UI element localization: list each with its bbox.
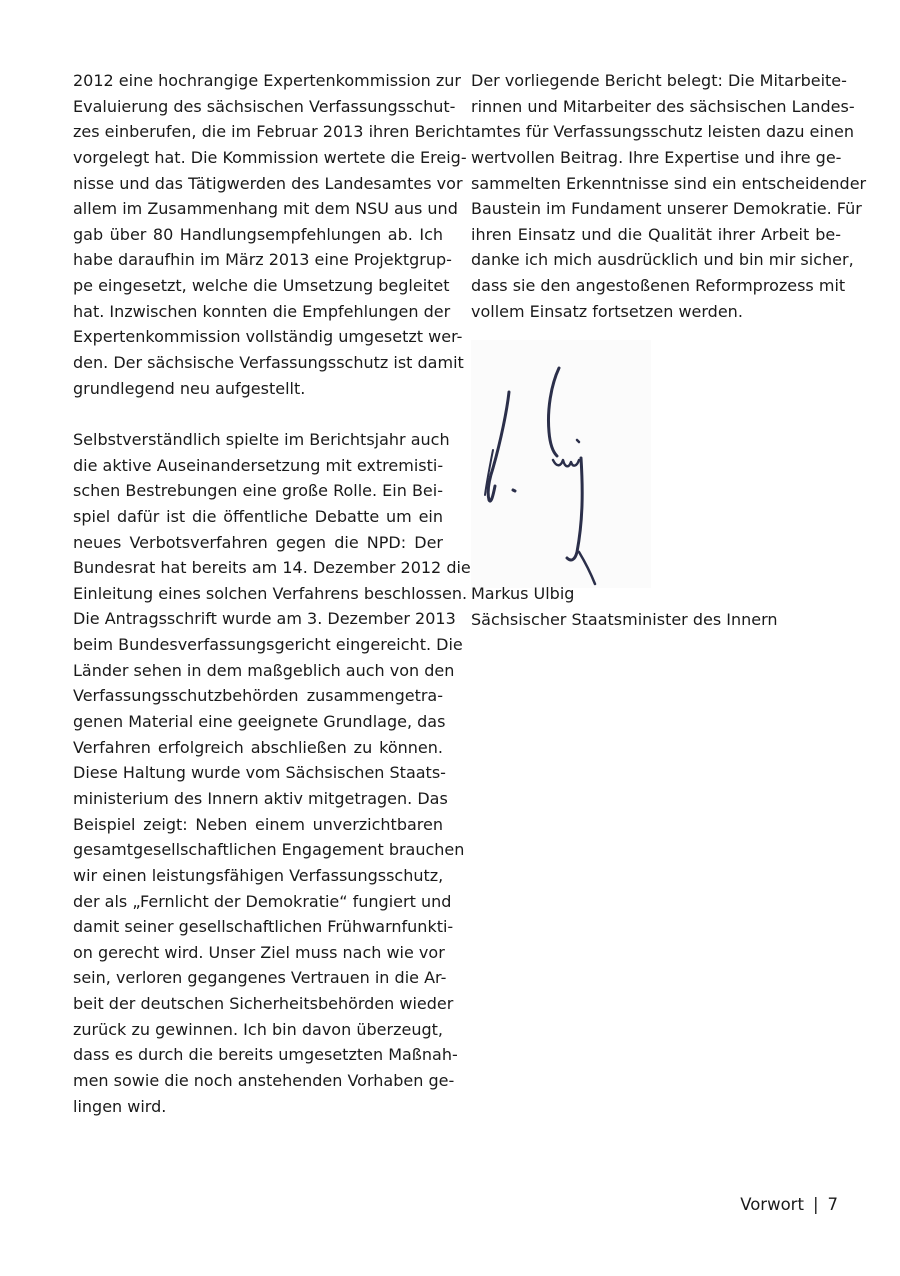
text-line: Einleitung eines solchen Verfahrens beschlossen. [73,583,468,603]
right-column [471,68,867,324]
text-line: zurück zu gewinnen. Ich bin davon überzeugt, [73,1019,443,1039]
signatory-block [471,581,778,633]
text-line: ihren Einsatz und die Qualität ihrer Arbeit be- [471,224,841,244]
text-line: Selbstverständlich spielte im Berichtsjahr auch [73,429,450,449]
text-line: die aktive Auseinandersetzung mit extremisti- [73,455,444,475]
text-line: vorgelegt hat. Die Kommission wertete die Ereig- [73,147,467,167]
text-line: grundlegend neu aufgestellt. [73,378,306,398]
page-number: 7 [827,1195,838,1214]
text-line: schen Bestrebungen eine große Rolle. Ein Bei- [73,481,443,501]
handwritten-signature-icon [471,340,651,588]
page-footer [740,1192,838,1218]
text-line: hat. Inzwischen konnten die Empfehlungen der [73,301,451,321]
text-line: lingen wird. [73,1096,167,1116]
text-line: Verfassungsschutzbehörden zusammengetra- [73,686,443,706]
text-line: amtes für Verfassungsschutz leisten dazu einen [471,122,854,142]
text-line: Evaluierung des sächsischen Verfassungsschut- [73,96,456,116]
text-line: dass sie den angestoßenen Reformprozess mit [471,276,846,296]
text-line: pe eingesetzt, welche die Umsetzung begleitet [73,276,450,296]
section-label: Vorwort [740,1195,804,1214]
signature-strokes [485,368,595,584]
text-line: damit seiner gesellschaftlichen Frühwarnfunkti- [73,917,454,937]
text-line: Bundesrat hat bereits am 14. Dezember 2012 die [73,558,471,578]
text-line: habe daraufhin im März 2013 eine Projektgrup- [73,250,452,270]
text-line: vollem Einsatz fortsetzen werden. [471,301,743,321]
text-line: on gerecht wird. Unser Ziel muss nach wie vor [73,942,445,962]
text-line: Beispiel zeigt: Neben einem unverzichtbaren [73,814,443,834]
text-line: nisse und das Tätigwerden des Landesamtes vor [73,173,463,193]
text-line: rinnen und Mitarbeiter des sächsischen Landes- [471,96,855,116]
text-line: ministerium des Innern aktiv mitgetragen. Das [73,788,448,808]
text-line: Expertenkommission vollständig umgesetzt wer- [73,327,463,347]
signatory-title: Sächsischer Staatsminister des Innern [471,610,778,629]
paragraph-gap [73,401,443,427]
paragraph [73,427,471,1119]
paragraph [73,68,472,401]
text-line: der als „Fernlicht der Demokratie“ fungiert und [73,891,452,911]
text-line: Die Antragsschrift wurde am 3. Dezember 2013 [73,609,456,629]
text-line: genen Material eine geeignete Grundlage, das [73,712,446,732]
text-line: men sowie die noch anstehenden Vorhaben ge- [73,1070,455,1090]
text-line: allem im Zusammenhang mit dem NSU aus und [73,199,458,219]
text-line: Der vorliegende Bericht belegt: Die Mitarbeite- [471,71,847,90]
text-line: danke ich mich ausdrücklich und bin mir sicher, [471,250,854,270]
text-line: Diese Haltung wurde vom Sächsischen Staats- [73,763,446,783]
text-line: Baustein im Fundament unserer Demokratie. Für [471,199,862,219]
text-line: beim Bundesverfassungsgericht eingereicht. Die [73,635,463,655]
text-line: zes einberufen, die im Februar 2013 ihren Bericht [73,122,472,142]
text-line: 2012 eine hochrangige Expertenkommission zur [73,71,462,90]
text-line: sammelten Erkenntnisse sind ein entscheidender [471,173,867,193]
text-line: sein, verloren gegangenes Vertrauen in die Ar- [73,968,447,988]
text-line: spiel dafür ist die öffentliche Debatte um ein [73,506,443,526]
text-line: Verfahren erfolgreich abschließen zu können. [73,737,443,757]
text-line: gesamtgesellschaftlichen Engagement brauchen [73,840,465,860]
text-line: wertvollen Beitrag. Ihre Expertise und ihre ge- [471,147,842,167]
text-line: neues Verbotsverfahren gegen die NPD: Der [73,532,443,552]
text-line: beit der deutschen Sicherheitsbehörden wieder [73,994,454,1014]
signature-image [471,340,651,588]
signatory-name: Markus Ulbig [471,584,575,603]
text-line: Länder sehen in dem maßgeblich auch von den [73,660,455,680]
paragraph [471,68,867,324]
text-line: dass es durch die bereits umgesetzten Maßnah- [73,1045,458,1065]
text-line: den. Der sächsische Verfassungsschutz ist damit [73,353,464,373]
footer-separator: | [812,1195,819,1214]
text-line: wir einen leistungsfähigen Verfassungsschutz, [73,865,444,885]
left-column [73,68,472,1119]
text-line: gab über 80 Handlungsempfehlungen ab. Ich [73,224,443,244]
